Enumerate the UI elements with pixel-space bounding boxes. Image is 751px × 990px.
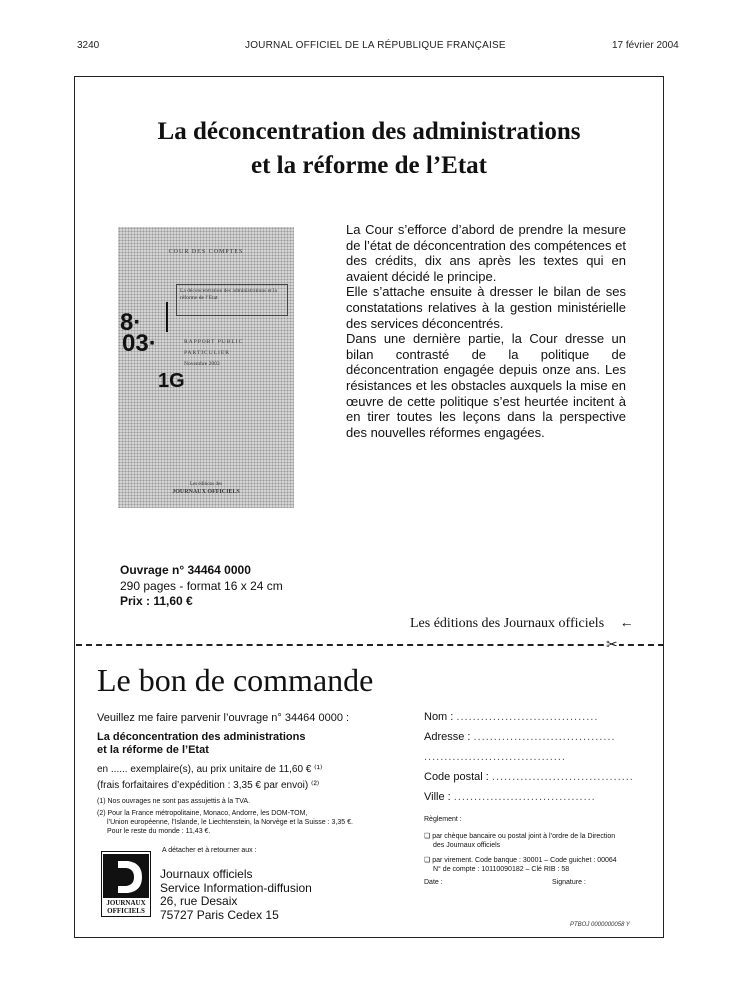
order-book-line2: et la réforme de l’Etat [97, 744, 209, 756]
order-form-title: Le bon de commande [97, 662, 374, 698]
description-paragraph-2: Elle s’attache ensuite à dresser le bilan de ses constatations relatives à la gestion ministérielle des services déconcentrés. [346, 284, 626, 331]
payment-virement-option[interactable]: ❏ par virement. Code banque : 30001 – Code guichet : 00064 [424, 857, 617, 864]
ville-dots: ................................... [453, 791, 596, 803]
order-request: Veuillez me faire parvenir l’ouvrage n° 34464 0000 : [97, 712, 350, 724]
nom-field[interactable] [424, 711, 656, 731]
code-postal-label: Code postal : [424, 771, 489, 783]
ad-title [76, 115, 662, 183]
book-cover-image [118, 227, 294, 508]
code-postal-dots: ................................... [491, 771, 634, 783]
issue-date: 17 février 2004 [612, 40, 679, 51]
nom-dots: ................................... [456, 711, 599, 723]
payment-cheque-option[interactable]: ❏ par chèque bancaire ou postal joint à l’ordre de la Direction [424, 833, 616, 840]
date-signature-row [424, 878, 656, 888]
cover-sub1: RAPPORT PUBLIC [184, 339, 244, 345]
form-reference-code: PTBOJ 0000000058 Y [570, 922, 630, 928]
adresse-dots-2: ................................... [424, 751, 566, 763]
editions-text: Les éditions des Journaux officiels [410, 616, 605, 631]
adresse-field-2[interactable] [424, 751, 656, 771]
book-reference [120, 563, 283, 610]
reglement-label: Règlement : [424, 816, 462, 823]
date-label[interactable]: Date : [424, 879, 443, 886]
editions-line [410, 616, 634, 632]
logo-text-2: OFFICIELS [107, 907, 145, 915]
book-format: 290 pages - format 16 x 24 cm [120, 578, 283, 593]
order-form-left [97, 712, 412, 836]
logo-text-1: JOURNAUX [106, 899, 146, 907]
order-form-fields [424, 711, 656, 888]
code-postal-field[interactable] [424, 771, 656, 791]
cover-handwriting-3: 1G [158, 370, 185, 392]
scissors-icon: ✂ [606, 636, 618, 652]
cover-sub2: PARTICULIER [184, 350, 230, 356]
page-number: 3240 [77, 40, 100, 51]
return-address [160, 868, 312, 922]
payment-cheque-detail: des Journaux officiels [433, 842, 501, 849]
description-paragraph-3: Dans une dernière partie, la Cour dresse un bilan contrasté de la politique de déconcentration engagée depuis onze ans. Les résistances et les obstacles auxquels la mise en œuvre de cette politique s’est heurtée incitent à en tirer toutes les leçons dans la perspective des nouvelles réformes engagées. [346, 331, 626, 440]
address-line-1: Journaux officiels [160, 867, 253, 881]
payment-virement-detail: N° de compte : 10110090182 – Clé RIB : 58 [433, 866, 570, 873]
book-description [346, 222, 626, 440]
cover-stroke [166, 302, 168, 332]
adresse-label: Adresse : [424, 731, 471, 743]
adresse-field[interactable] [424, 731, 656, 751]
cover-publisher: COUR DES COMPTES [168, 249, 244, 255]
address-line-2: Service Information-diffusion [160, 880, 312, 895]
ville-label: Ville : [424, 791, 451, 803]
order-note-2a: (2) Pour la France métropolitaine, Monaco, Andorre, les DOM-TOM, [97, 810, 308, 817]
order-note-1: (1) Nos ouvrages ne sont pas assujettis à la TVA. [97, 798, 251, 805]
description-paragraph-1: La Cour s’efforce d’abord de prendre la mesure de l’état de déconcentration des compétences et des crédits, dix ans après les textes qui en avaient décidé le principe. [346, 222, 626, 284]
address-line-4: 75727 Paris Cedex 15 [160, 907, 279, 922]
nom-label: Nom : [424, 711, 454, 723]
arrow-left-icon: ← [619, 616, 634, 631]
order-note-2b: l’Union européenne, l’Islande, le Liechtenstein, la Norvège et la Suisse : 3,35 €. [107, 819, 353, 826]
ville-field[interactable] [424, 791, 656, 811]
cover-bottom-2: JOURNAUX OFFICIELS [172, 489, 240, 495]
signature-label[interactable]: Signature : [552, 879, 586, 886]
cover-sub3: Novembre 2003 [184, 361, 220, 367]
ad-title-line2: et la réforme de l’Etat [251, 152, 487, 179]
cover-handwriting-1: 8· [120, 309, 142, 336]
cover-handwriting-2: 03· [122, 330, 157, 357]
cover-bottom-1: Les éditions des [189, 482, 223, 487]
order-note-2c: Pour le reste du monde : 11,43 €. [107, 828, 211, 835]
logo-mark-icon [102, 853, 150, 899]
order-shipping: (frais forfaitaires d’expédition : 3,35 € par envoi) ⁽²⁾ [97, 780, 320, 791]
book-price: Prix : 11,60 € [120, 594, 193, 608]
cut-line [76, 644, 664, 646]
journaux-officiels-logo [101, 851, 151, 917]
cover-title-box: La déconcentration des administrations et la réforme de l’Etat [176, 284, 288, 316]
order-book-line1: La déconcentration des administrations [97, 731, 306, 743]
ad-title-line1: La déconcentration des administrations [157, 118, 581, 145]
address-line-3: 26, rue Desaix [160, 894, 238, 908]
journal-title: JOURNAL OFFICIEL DE LA RÉPUBLIQUE FRANÇAISE [245, 40, 506, 51]
ouvrage-number: Ouvrage n° 34464 0000 [120, 563, 251, 577]
adresse-dots: ................................... [473, 731, 616, 743]
order-quantity: en ...... exemplaire(s), au prix unitaire de 11,60 € ⁽¹⁾ [97, 764, 323, 775]
detach-instruction: A détacher et à retourner aux : [162, 847, 257, 854]
